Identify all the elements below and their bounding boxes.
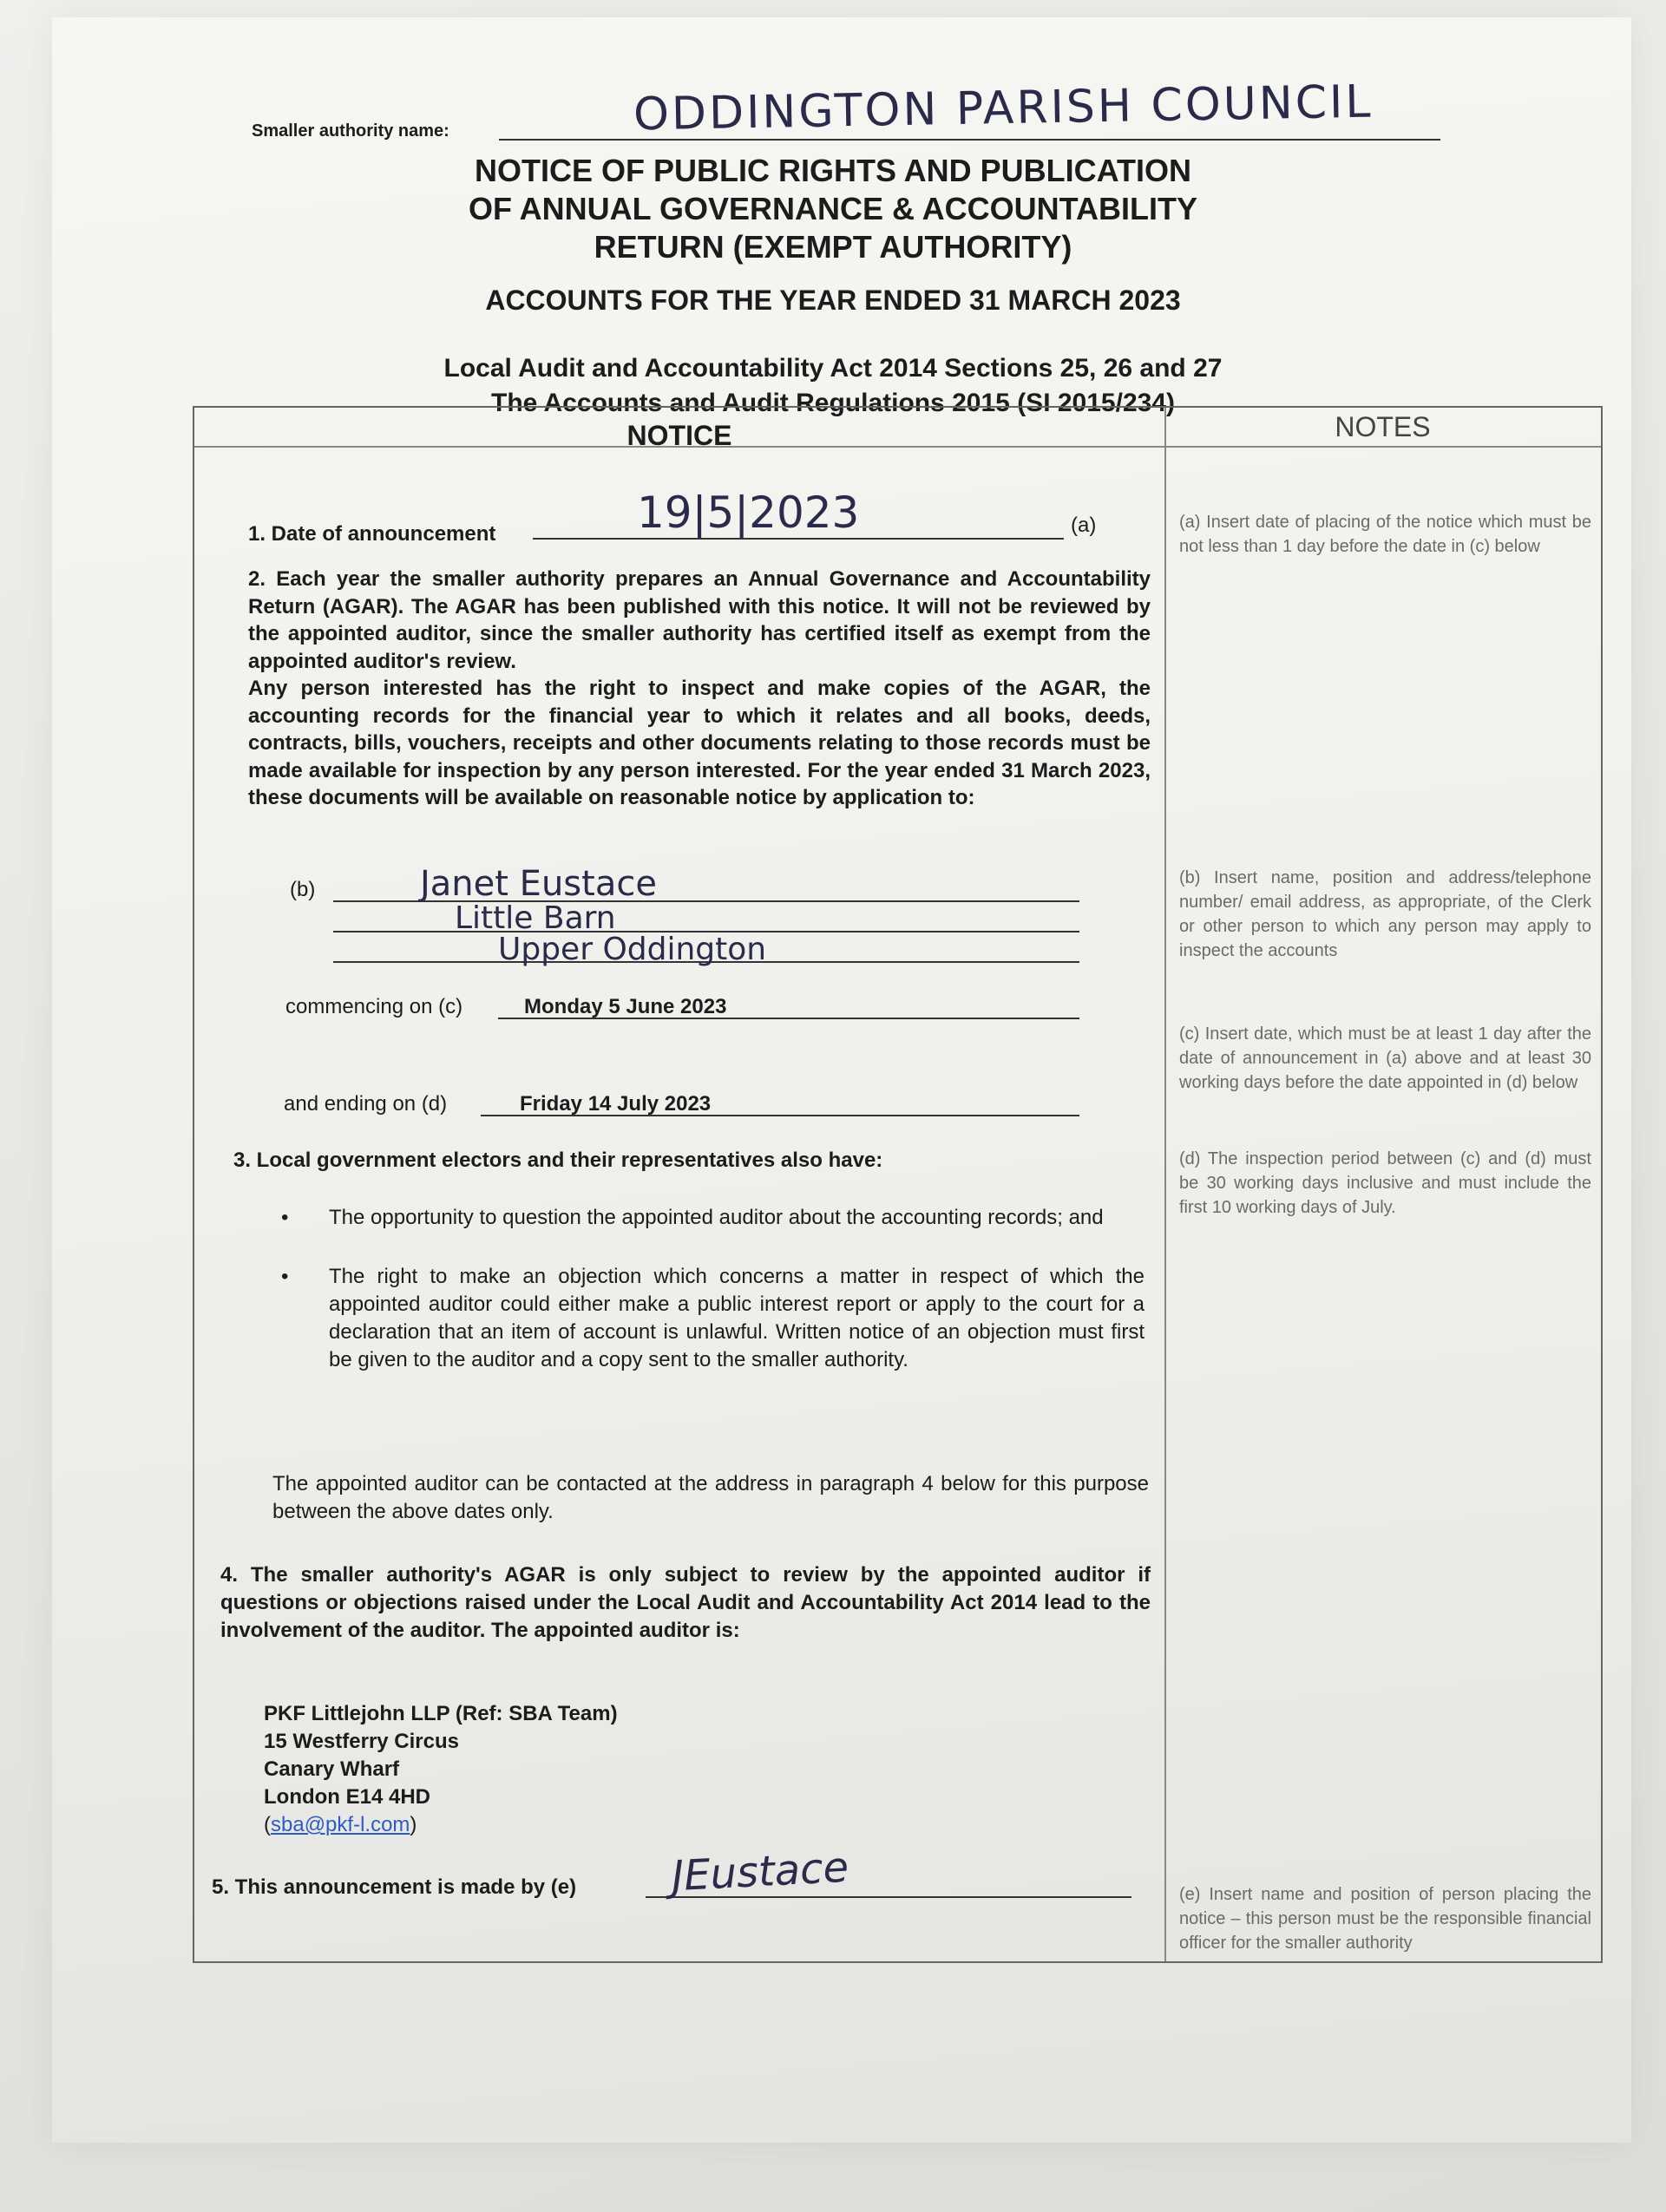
auditor-name: PKF Littlejohn LLP (Ref: SBA Team): [264, 1702, 618, 1725]
authority-name-row: [252, 75, 1440, 143]
legislation-line2: The Accounts and Audit Regulations 2015 (SI 2015/234): [491, 389, 1175, 417]
notice-title: [0, 152, 1666, 266]
commencing-label: commencing on (c): [285, 995, 463, 1018]
note-e: (e) Insert name and position of person placing the notice – this person must be the responsible financial officer for the smaller authority: [1179, 1885, 1591, 1953]
notice-title-line2: OF ANNUAL GOVERNANCE & ACCOUNTABILITY: [469, 191, 1197, 226]
section2-paragraph1: 2. Each year the smaller authority prepares an Annual Governance and Accountability Return (AGAR). The AGAR has been published with this notice. It will not be reviewed by the appointed auditor, since the smaller authority has certified itself as exempt from the appointed auditor's review.: [248, 567, 1151, 673]
notice-title-line1: NOTICE OF PUBLIC RIGHTS AND PUBLICATION: [475, 153, 1191, 188]
section3-closing: The appointed auditor can be contacted at the address in paragraph 4 below for this purpose between the above dates only.: [272, 1472, 1149, 1523]
signature: JEustace: [670, 1842, 850, 1901]
announcement-made-by-label: 5. This announcement is made by (e): [212, 1875, 577, 1899]
column-divider: [1164, 408, 1166, 1961]
note-d: (d) The inspection period between (c) and (d) must be 30 working days inclusive and must include the first 10 working days of July.: [1179, 1149, 1591, 1217]
date-announcement-line: [533, 538, 1064, 540]
contact-address-line1: Little Barn: [455, 900, 616, 936]
auditor-street: 15 Westferry Circus: [264, 1730, 459, 1753]
section3-heading: 3. Local government electors and their representatives also have:: [233, 1149, 883, 1172]
auditor-email-link[interactable]: sba@pkf-l.com: [271, 1813, 410, 1836]
contact-marker-b: (b): [290, 878, 316, 901]
date-marker-a: (a): [1071, 514, 1097, 537]
notice-title-line3: RETURN (EXEMPT AUTHORITY): [594, 229, 1072, 265]
note-b: (b) Insert name, position and address/telephone number/ email address, as appropriate, of the Clerk or other person to which any person may apply to inspect the accounts: [1179, 868, 1591, 960]
notice-table: [193, 406, 1603, 1963]
authority-name-label: Smaller authority name:: [252, 121, 449, 141]
authority-name-value: ODDINGTON PARISH COUNCIL: [633, 75, 1374, 141]
contact-address-line2: Upper Oddington: [498, 932, 767, 967]
notice-column-header: NOTICE: [626, 420, 732, 451]
email-open-paren: (: [264, 1813, 271, 1836]
ending-label: and ending on (d): [284, 1092, 448, 1116]
bullet-right-to-object: • The right to make an objection which concerns a matter in respect of which the appointed auditor could either make a public interest report or apply to the court for a declaration that an item of account is unlawful. Written notice of an objection must first be given to the auditor and a copy sent to the smaller authority.: [281, 1263, 1145, 1374]
ending-date: Friday 14 July 2023: [520, 1092, 712, 1116]
legislation-line1: Local Audit and Accountability Act 2014 Sections 25, 26 and 27: [443, 354, 1223, 383]
commencing-date: Monday 5 June 2023: [524, 995, 727, 1018]
auditor-address: [264, 1700, 618, 1839]
note-a: (a) Insert date of placing of the notice which must be not less than 1 day before the date in (c) below: [1179, 513, 1591, 556]
section4-text: 4. The smaller authority's AGAR is only subject to review by the appointed auditor if questions or objections raised under the Local Audit and Accountability Act 2014 lead to the involvement of the auditor. The appointed auditor is:: [220, 1563, 1151, 1642]
date-announcement-value: 19|5|2023: [637, 488, 860, 538]
date-announcement-label: 1. Date of announcement: [248, 522, 496, 546]
contact-name: Janet Eustace: [420, 864, 657, 904]
accounts-subtitle: ACCOUNTS FOR THE YEAR ENDED 31 MARCH 2023: [485, 285, 1181, 316]
auditor-email-row: [264, 1811, 618, 1839]
auditor-city-postcode: London E14 4HD: [264, 1785, 431, 1809]
section2-paragraph2: Any person interested has the right to inspect and make copies of the AGAR, the accounting records for the financial year to which it relates and all books, deeds, contracts, bills, vouchers, receipts and other documents relating to those records must be made available for inspection by any person interested. For the year ended 31 March 2023, these documents will be available on reasonable notice by application to:: [248, 677, 1151, 809]
notes-column-header: NOTES: [1335, 411, 1431, 442]
note-c: (c) Insert date, which must be at least 1 day after the date of announcement in (a) above and at least 30 working days before the date appointed in (d) below: [1179, 1024, 1591, 1092]
email-close-paren: ): [410, 1813, 417, 1836]
section3-bullet-list: [281, 1204, 1145, 1405]
bullet-question-auditor: • The opportunity to question the appointed auditor about the accounting records; and: [281, 1204, 1145, 1232]
auditor-area: Canary Wharf: [264, 1757, 400, 1781]
